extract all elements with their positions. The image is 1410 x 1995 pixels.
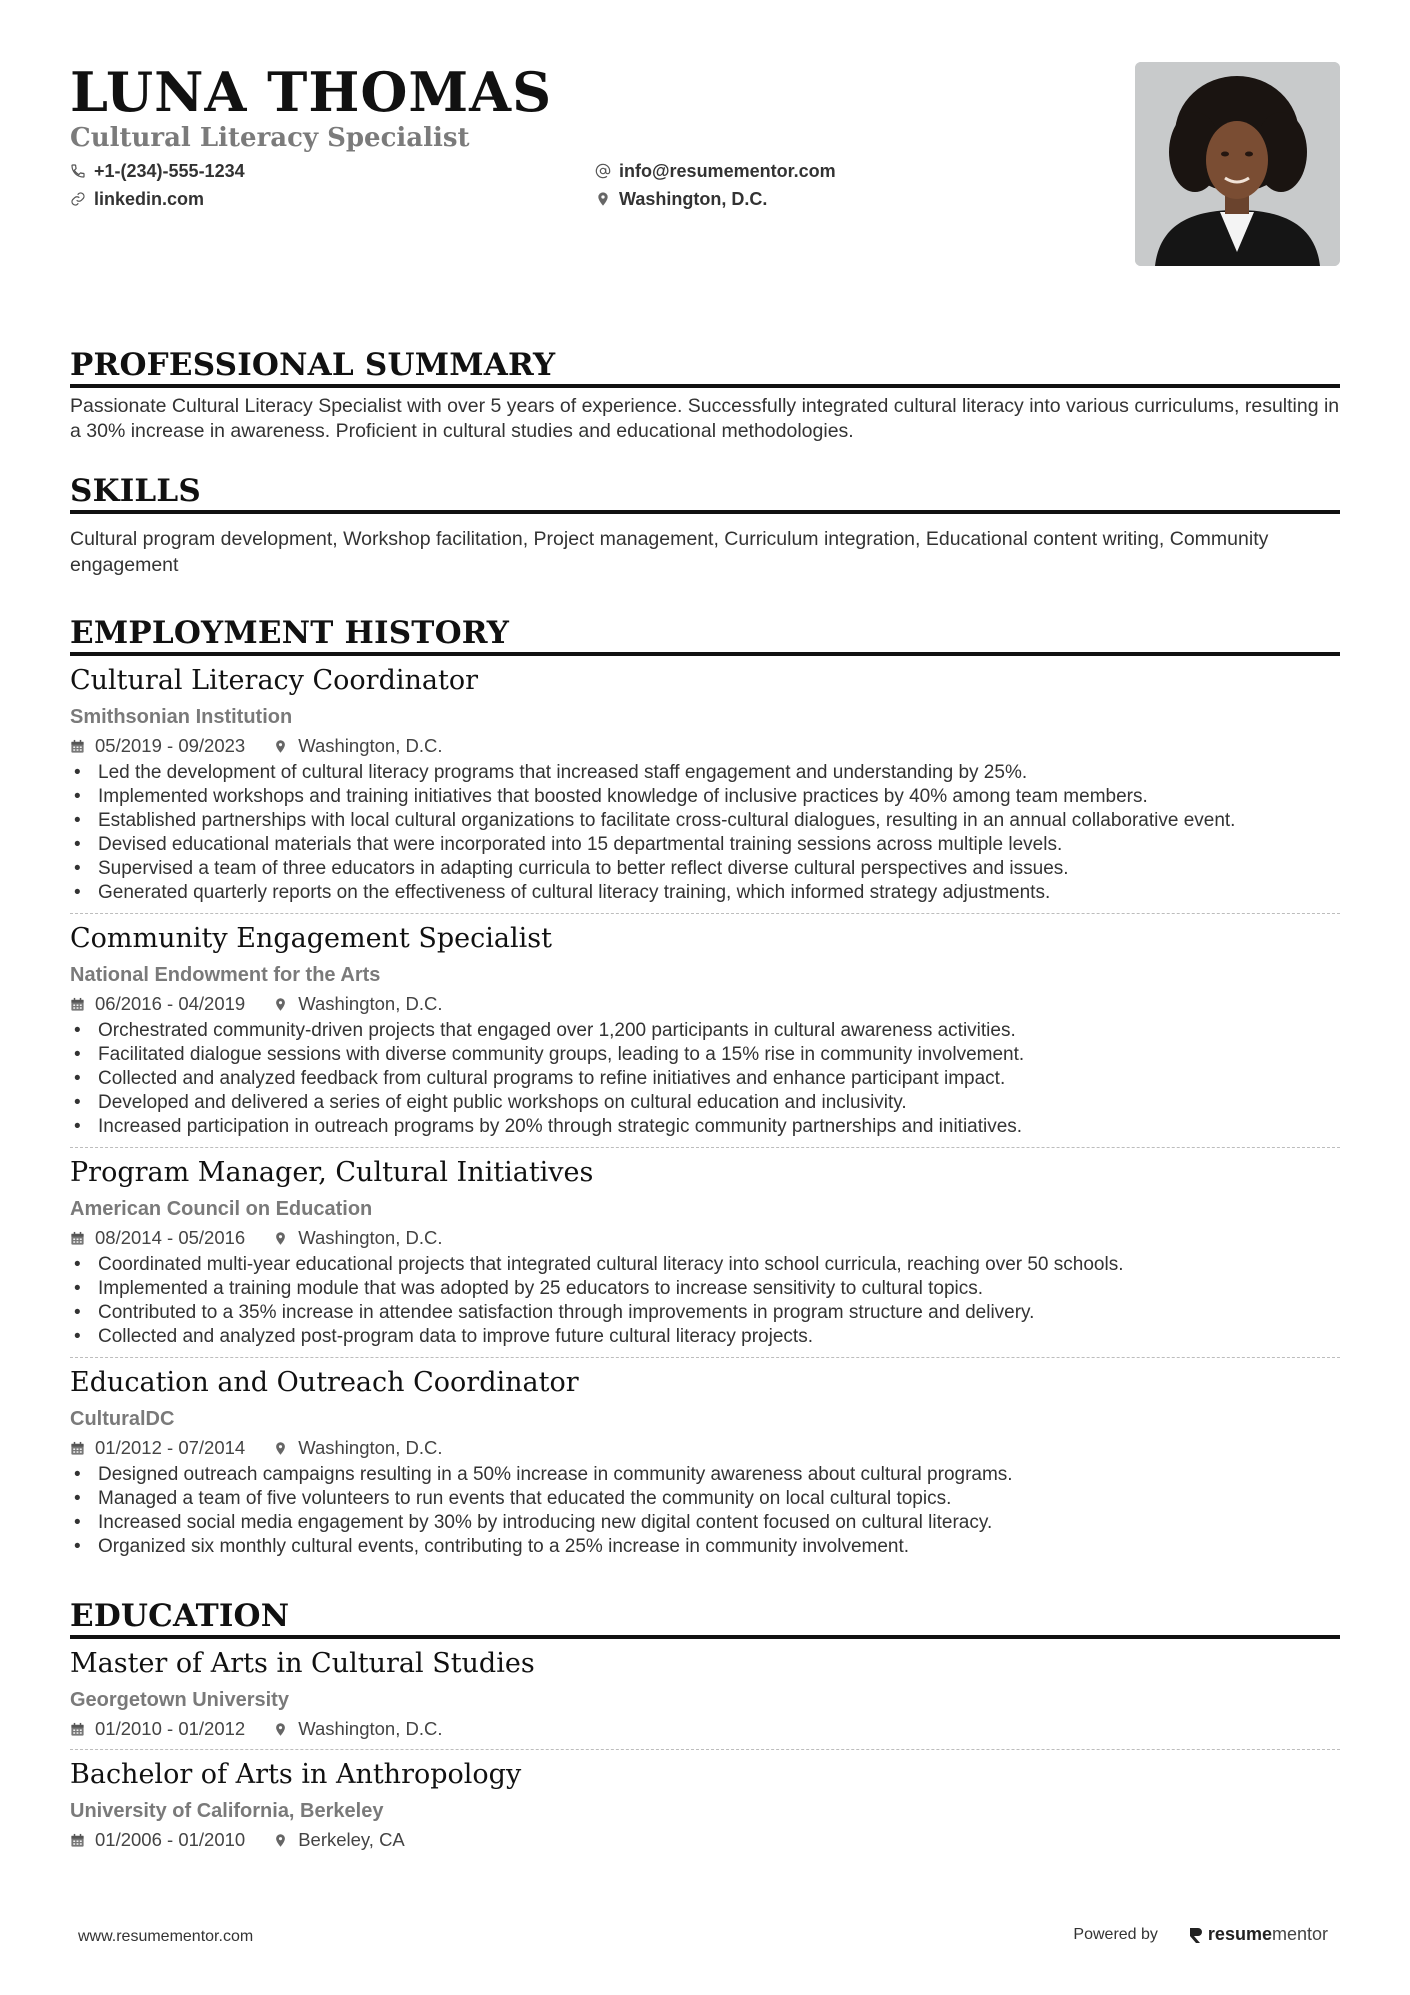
resumementor-logo[interactable] (1188, 1924, 1328, 1945)
education-heading: EDUCATION (70, 1597, 1340, 1639)
calendar-icon (70, 1441, 85, 1456)
job-entry (70, 1148, 1340, 1358)
job-location: Washington, D.C. (298, 1437, 443, 1458)
job-title: Community Engagement Specialist (70, 923, 552, 954)
map-pin-icon (273, 1231, 288, 1246)
job-bullet: • Designed outreach campaigns resulting in a 50% increase in community awareness about cultural programs. (70, 1463, 1340, 1487)
job-location: Washington, D.C. (298, 993, 443, 1014)
employment-heading: EMPLOYMENT HISTORY (70, 614, 1340, 656)
brand-light-text: mentor (1271, 1924, 1328, 1944)
education-location-group (273, 1717, 442, 1741)
education-section (70, 1597, 1340, 1860)
portrait-image (1135, 62, 1340, 266)
education-entry (70, 1639, 1340, 1750)
email-text: info@resumementor.com (619, 160, 836, 181)
job-location: Washington, D.C. (298, 735, 443, 756)
job-organization: National Endowment for the Arts (70, 964, 381, 986)
job-bullet: • Led the development of cultural literacy programs that increased staff engagement and understanding by 25%. (70, 761, 1340, 785)
job-title: Program Manager, Cultural Initiatives (70, 1157, 594, 1188)
degree-title: Bachelor of Arts in Anthropology (70, 1759, 522, 1790)
contact-linkedin[interactable] (70, 188, 595, 210)
map-pin-icon (595, 191, 611, 207)
job-bullet: • Established partnerships with local cultural organizations to facilitate cross-cultural dialogues, resulting in an annual collaborative event. (70, 809, 1340, 833)
summary-text: Passionate Cultural Literacy Specialist with over 5 years of experience. Successfully integrated cultural literacy into various curriculums, resulting in a 30% increase in awareness. Proficient in cultural studies and educational methodologies. (70, 395, 1340, 442)
job-meta (70, 734, 1340, 758)
map-pin-icon (273, 1722, 288, 1737)
job-dates: 05/2019 - 09/2023 (95, 735, 246, 756)
contact-email[interactable] (595, 160, 995, 182)
skills-section (70, 472, 1340, 578)
map-pin-icon (273, 997, 288, 1012)
job-meta (70, 1226, 1340, 1250)
job-organization: CulturalDC (70, 1408, 175, 1430)
job-bullets (70, 1019, 1340, 1139)
phone-text: +1-(234)-555-1234 (94, 160, 245, 181)
education-entry (70, 1750, 1340, 1860)
job-location-group (273, 1226, 442, 1250)
job-bullet: • Implemented a training module that was adopted by 25 educators to increase sensitivity to cultural topics. (70, 1277, 1340, 1301)
contact-phone (70, 160, 595, 182)
job-bullet: • Contributed to a 35% increase in attendee satisfaction through improvements in program structure and delivery. (70, 1301, 1340, 1325)
education-location: Berkeley, CA (298, 1829, 405, 1850)
job-title: Education and Outreach Coordinator (70, 1367, 579, 1398)
profile-photo (1135, 62, 1340, 266)
job-entry (70, 656, 1340, 914)
skills-heading: SKILLS (70, 472, 1340, 514)
education-location: Washington, D.C. (298, 1718, 443, 1739)
job-bullet: • Increased social media engagement by 30% by introducing new digital content focused on cultural literacy. (70, 1511, 1340, 1535)
linkedin-text: linkedin.com (94, 188, 205, 209)
job-bullet: • Organized six monthly cultural events, contributing to a 25% increase in community involvement. (70, 1535, 1340, 1559)
job-entry (70, 1358, 1340, 1567)
powered-by-label: Powered by (1073, 1925, 1158, 1943)
resume-header (70, 60, 1340, 288)
location-text: Washington, D.C. (619, 188, 768, 209)
contact-location (595, 188, 995, 210)
candidate-title: Cultural Literacy Specialist (70, 123, 470, 153)
map-pin-icon (273, 1441, 288, 1456)
education-meta (70, 1828, 1340, 1852)
job-organization: Smithsonian Institution (70, 706, 293, 728)
candidate-name: LUNA THOMAS (70, 60, 553, 124)
job-bullet: • Managed a team of five volunteers to run events that educated the community on local cultural topics. (70, 1487, 1340, 1511)
phone-icon (70, 163, 86, 179)
link-icon (70, 191, 86, 207)
education-dates: 01/2006 - 01/2010 (95, 1829, 246, 1850)
education-meta (70, 1717, 1340, 1741)
job-bullet: • Developed and delivered a series of eight public workshops on cultural education and inclusivity. (70, 1091, 1340, 1115)
calendar-icon (70, 1231, 85, 1246)
job-bullet: • Supervised a team of three educators in adapting curricula to better reflect diverse cultural perspectives and issues. (70, 857, 1340, 881)
job-meta (70, 1436, 1340, 1460)
job-bullet: • Coordinated multi-year educational projects that integrated cultural literacy into school curricula, reaching over 50 schools. (70, 1253, 1340, 1277)
school-name: Georgetown University (70, 1689, 289, 1711)
calendar-icon (70, 997, 85, 1012)
job-dates: 01/2012 - 07/2014 (95, 1437, 246, 1458)
job-bullet: • Collected and analyzed post-program data to improve future cultural literacy projects. (70, 1325, 1340, 1349)
job-location: Washington, D.C. (298, 1227, 443, 1248)
job-bullet: • Orchestrated community-driven projects that engaged over 1,200 participants in cultural awareness activities. (70, 1019, 1340, 1043)
calendar-icon (70, 739, 85, 754)
degree-title: Master of Arts in Cultural Studies (70, 1648, 535, 1679)
skills-text: Cultural program development, Workshop facilitation, Project management, Curriculum integration, Educational content writing, Community engagement (70, 528, 1269, 576)
job-bullets (70, 761, 1340, 905)
education-location-group (273, 1828, 405, 1852)
job-organization: American Council on Education (70, 1198, 373, 1220)
job-bullet: • Implemented workshops and training initiatives that boosted knowledge of inclusive practices by 40% among team members. (70, 785, 1340, 809)
calendar-icon (70, 1833, 85, 1848)
footer-branding (1073, 1924, 1328, 1945)
job-bullets (70, 1253, 1340, 1349)
job-dates: 06/2016 - 04/2019 (95, 993, 246, 1014)
job-entry (70, 914, 1340, 1148)
brand-bold-text: resume (1207, 1924, 1272, 1944)
job-bullet: • Collected and analyzed feedback from cultural programs to refine initiatives and enhance participant impact. (70, 1067, 1340, 1091)
job-bullet: • Generated quarterly reports on the effectiveness of cultural literacy training, which informed strategy adjustments. (70, 881, 1340, 905)
calendar-icon (70, 1722, 85, 1737)
job-bullet: • Facilitated dialogue sessions with diverse community groups, leading to a 15% rise in community involvement. (70, 1043, 1340, 1067)
job-meta (70, 992, 1340, 1016)
map-pin-icon (273, 1833, 288, 1848)
job-bullets (70, 1463, 1340, 1559)
summary-heading: PROFESSIONAL SUMMARY (70, 346, 1340, 388)
footer-website[interactable]: www.resumementor.com (78, 1928, 254, 1945)
education-dates: 01/2010 - 01/2012 (95, 1718, 246, 1739)
map-pin-icon (273, 739, 288, 754)
job-dates: 08/2014 - 05/2016 (95, 1227, 246, 1248)
job-bullet: • Increased participation in outreach programs by 20% through strategic community partnerships and initiatives. (70, 1115, 1340, 1139)
job-title: Cultural Literacy Coordinator (70, 665, 478, 696)
job-location-group (273, 992, 442, 1016)
job-location-group (273, 734, 442, 758)
job-location-group (273, 1436, 442, 1460)
school-name: University of California, Berkeley (70, 1800, 384, 1822)
at-sign-icon (595, 163, 611, 179)
brand-logo-icon (1188, 1926, 1204, 1944)
employment-section (70, 614, 1340, 1567)
summary-section (70, 346, 1340, 444)
job-bullet: • Devised educational materials that were incorporated into 15 departmental training sessions across multiple levels. (70, 833, 1340, 857)
